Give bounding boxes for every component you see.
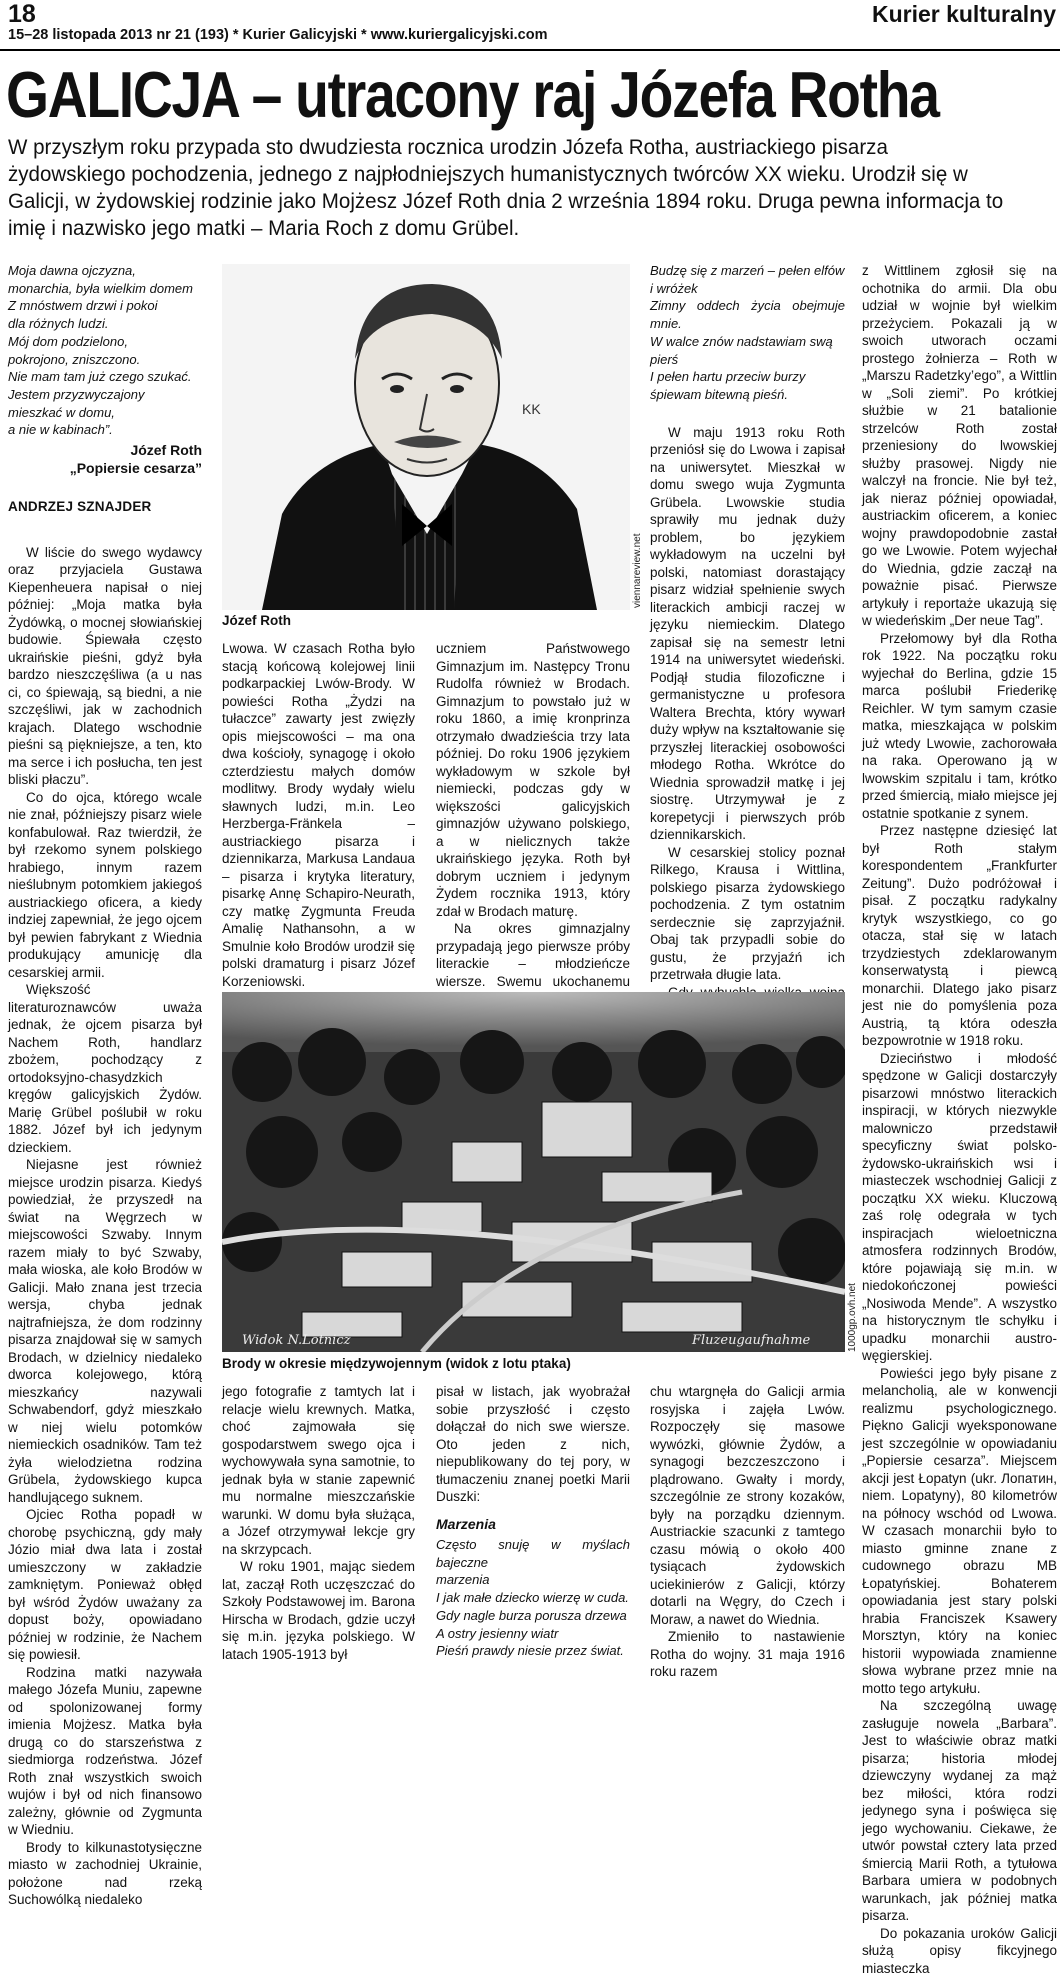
epigraph: Moja dawna ojczyzna, monarchia, była wielkim domem Z mnóstwem drzwi i pokoi dla różnych ludzi. Mój dom podzielono, pokrojono, zniszczono. Nie mam tam już czego szukać. Jestem przyzwyczajony mieszkać w domu, a nie w kabinach”. [8,262,202,439]
paragraph: Przez następne dziesięć lat był Roth stałym korespondentem „Frankfurter Zeitung”. Dużo podróżował i pisał. Z początku radykalny krytyk wszystkiego, co go otacza, stał się w latach trzydziestych zdeklarowanym konserwatystą i piewcą monarchii. Dlatego jako pisarz jest nie do pomyślenia poza Austrią, tą która odeszła bezpowrotnie w 1918 roku. [862,822,1057,1050]
bottom-column-2 [222,1383,415,1663]
aerial-handwriting-right: Fluzeugaufnahme [691,1333,811,1348]
paragraph: Ojciec Rotha popadł w chorobę psychiczną, gdy mały Józio miał dwa lata i został umieszczony w zakładzie zamkniętym. Ponieważ obłęd był wśród Żydów uważany za dopust boży, opowiadano później w rodzinie, że Nachem się powiesił. [8,1506,202,1664]
paragraph: z Wittlinem zgłosił się na ochotnika do armii. Dla obu udział w wojnie był wielkim przeżyciem. Pokazali ją w swoich utworach oczami prostego żołnierza – Roth w „Marszu Radetzky’ego”, a Wittlin w „Soli ziemi”. Po krótkiej służbie w 21 batalionie strzelców Roth został przeniesiony do lwowskiej służby prasowej. Nigdy nie walczył na froncie. Nie był też, jak nieraz później opowiadał, austriackim oficerem, a koniec wojny prawdopodobnie zastał go we Lwowie. Potem wyjechał do Wiednia, gdzie zaczął na poważnie pisać. Pierwsze artykuły i reportaże ukazują się w wiedeńskim „Der neue Tag”. [862,262,1057,630]
column-3 [436,640,630,1043]
bottom-column-3 [436,1383,630,1660]
portrait-credit: viennareview.net [632,534,643,609]
paragraph: W liście do swego wydawcy oraz przyjaciela Gustawa Kiepenheuera napisał o niej później: „Moja matka była Żydówką, o mocnej słowiańskiej budowie. Śpiewała często ukraińskie pieśni, gdyż była bardzo nieszczęśliwa (a u nas ci, co śpiewają, są biedni, a nie szczęśliwi, jak w zachodnich krajach. Dlatego wschodnie pieśni są piękniejsze, a ten, kto ma serce i ich posłucha, ten jest bliski płaczu”. [8,544,202,789]
paragraph: jego fotografie z tamtych lat i relacje wielu krewnych. Matka, choć zajmowała się gospodarstwem swego ojca i wychowywała syna samotnie, to jednak była w stanie zapewnić mu normalne mieszczańskie warunki. W domu była służąca, a Józef otrzymywał lekcje gry na skrzypcach. [222,1383,415,1558]
bottom-column-3-text: pisał w listach, jak wyobrażał sobie przyszłość i często dołączał do nich swe wiersze. Oto jeden z nich, niepublikowany do tej pory, w tłumaczeniu znanej poetki Marii Duszki: [436,1383,630,1506]
paragraph: Powieści jego były pisane z melancholią, ale w konwencji realizmu psychologicznego. Piękno Galicji wyeksponowane jest szczególnie w opowiadaniu „Popiersie cesarza”. Miejscem akcji jest Łopatyn (ukr. Лопатин, niem. Lopatyny), 80 kilometrów na północy wschód od Lwowa. W czasach monarchii było to miasto gminne znane z cudownego obrazu MB Łopatyńskiej. Bohaterem opowiadania jest stary polski hrabia Franciszek Ksawery Morsztyn, który na koniec historii wypowiada znamienne słowa wybrane przez mnie na motto tego artykułu. [862,1365,1057,1698]
paragraph: W roku 1901, mając siedem lat, zaczął Roth uczęszczać do Szkoły Podstawowej im. Barona Hirscha w Brodach, gdzie uczył się m.in. języka polskiego. W latach 1905-1913 był [222,1558,415,1663]
paragraph: Przełomowy był dla Rotha rok 1922. Na początku roku wyjechał do Berlina, gdzie 15 marca poślubił Friederikę Reichler. W tym samym czasie matka, mieszkająca w polskim już wtedy Lwowie, zachorowała na raka. Operowano ją w lwowskim szpitalu i tam, krótko przed śmiercią, miało miejsce jej ostatnie spotkanie z synem. [862,630,1057,823]
column-5 [862,262,1057,1977]
poem-marzenia: Często snuję w myślach bajeczne marzenia I jak małe dziecko wierzę w cuda. Gdy nagle burza porusza drzewa A ostry jesienny wiatr Pieśń prawdy niesie przez świat. [436,1536,630,1660]
article-lead: W przyszłym roku przypada sto dwudziesta rocznica urodzin Józefa Rotha, austriackiego pisarza żydowskiego pochodzenia, jednego z najpłodniejszych humanistycznych twórców XX wieku. Urodził się w Galicji, w żydowskiej rodzinie jako Mojżesz Józef Roth dnia 2 września 1894 roku. Druga pewna informacja to imię i nazwisko jego matki – Maria Roch z domu Grübel. [8,134,1006,242]
paragraph: chu wtargnęła do Galicji armia rosyjska i zajęła Lwów. Rozpoczęły się masowe wywózki, głównie Żydów, a synagogi bezczeszczono i plądrowano. Gwałty i mordy, szczególnie ze strony kozaków, były na porządku dziennym. Austriackie szacunki z tamtego czasu mówią o około 400 tysiącach żydowskich uciekinierów z Galicji, którzy dotarli na Węgry, do Czech i Moraw, a nawet do Wiednia. [650,1383,845,1628]
column-4-poem: Budzę się z marzeń – pełen elfów i wróżek Zimny oddech życia obejmuje mnie. W walce znów nadstawiam swą pierś I pełen hartu przeciw burzy śpiewam bitewną pieśń. [650,262,845,404]
aerial-credit: 1000gp.ovh.net [847,1283,858,1352]
paragraph: Co do ojca, którego wcale nie znał, późniejszy pisarz wiele konfabulował. Raz twierdził, że był rzekomo synem polskiego hrabiego, innym razem nieślubnym potomkiem jakiegoś austriackiego oficera, a kiedy indziej zapewniał, że jego ojcem był pewien fabrykant z Wiednia produkujący amunicję dla cesarskiej armii. [8,789,202,982]
column-1-body [8,544,202,1909]
paragraph: Brody to kilkunastotysięczne miasto w zachodniej Ukrainie, położone nad rzeką Suchowólką niedaleko [8,1839,202,1909]
epigraph-source: „Popiersie cesarza” [8,459,202,477]
paragraph: Dzieciństwo i młodość spędzone w Galicji dostarczyły pisarzowi mnóstwo literackich inspiracji, w których niezwykle malowniczo przedstawił specyficzny świat polsko-żydowsko-ukraińskich wsi i miasteczek wschodniej Galicji z początku XX wieku. Kluczową zaś rolę odegrała w tych inspiracjach wieloetniczna atmosfera rodzinnych Brodów, które pojawiają się m.in. w niedokończonej powieści „Nosiwoda Mende”. A wszystko na historycznym tle schyłku i upadku monarchii austro-węgierskiej. [862,1050,1057,1365]
svg-text:KK: KK [522,401,541,417]
paragraph: Większość literaturoznawców uważa jednak, że ojcem pisarza był Nachem Roth, handlarz zbożem, pochodzący z ortodoksyjno-chasydzkich kręgów galicyjskich Żydów. Marię Grübel poślubił w roku 1882. Józef był ich jedynym dzieckiem. [8,981,202,1156]
paragraph: Do pokazania uroków Galicji służą opisy fikcyjnego miasteczka [862,1925,1057,1977]
page-number: 18 [8,0,36,29]
aerial-handwriting-left: Widok N.Lotnicz [242,1333,351,1348]
dateline: 15–28 listopada 2013 nr 21 (193) * Kurier Galicyjski * www.kuriergalicyjski.com [8,27,547,43]
paragraph: Na okres gimnazjalny przypadają jego pierwsze próby literackie – młodzieńcze wiersze. Swemu ukochanemu [436,920,630,1043]
paragraph: Rodzina matki nazywała małego Józefa Muniu, zapewne od spolonizowanej formy imienia Mojżesz. Matka była drugą co do starszeństwa z siedmiorga rodzeństwa. Józef Roth znał wszystkich swoich wujów i był od nich finansowo zależny, głównie od Zygmunta w Wiedniu. [8,1664,202,1839]
portrait-caption: Józef Roth [222,613,291,628]
epigraph-author: Józef Roth [8,441,202,459]
paragraph: Lwowa. W czasach Rotha było stacją końcową kolejowej linii podkarpackiej Lwów-Brody. W powieści Rotha „Żydzi na tułaczce” zawarty jest zwięzły opis miejscowości – ma ona dwa kościoły, synagogę i około czterdziestu małych domów modlitwy. Brody wydały wielu sławnych ludzi, m.in. Leo Herzberga-Fränkela – austriackiego pisarza i dziennikarza, Markusa Landaua – pisarza i krytyka literatury, pisarkę Annę Schapiro-Neurath, czy matkę Zygmunta Freuda Amalię Nathansohn, a w Smulnie koło Brodów urodził się polski dramaturg i pisarz Józef Korzeniowski. [222,640,415,990]
paragraph: Na szczególną uwagę zasługuje nowela „Barbara”. Jest to właściwie obraz matki pisarza; historia młodej dziewczyny wydanej za mąż bez miłości, która rodzi jedynego syna i poświęca się jego wychowaniu. Ciekawe, że utwór powstał cztery lata przed śmiercią Marii Roth, a tytułowa Barbara umiera w podobnych warunkach, jak później matka pisarza. [862,1697,1057,1925]
aerial-photo-drawing [222,992,845,1352]
paragraph: Niejasne jest również miejsce urodzin pisarza. Kiedyś powiedział, że przyszedł na świat na Węgrzech w miejscowości Szwaby. Innym razem miały to być Szwaby, mała wioska, ale koło Brodów w Galicji. Mało znana jest trzecia wersja, chyba jednak najtrafniejsza, że dom rodzinny pisarza znajdował się w samych Brodach, w dzielnicy niedaleko dworca kolejowego, którą mieszkańcy nazywali Schwabendorf, gdyż mieszkało w niej wielu potomków niemieckich osadników. Tam też żyła wielodzietna rodzina Grübela, żydowskiego kupca handlującego suknem. [8,1156,202,1506]
section-title: Kurier kulturalny [872,1,1056,28]
column-1 [8,262,202,1909]
article-title: GALICJA – utracony raj Józefa Rotha [6,62,899,127]
paragraph: uczniem Państwowego Gimnazjum im. Następcy Tronu Rudolfa również w Brodach. Gimnazjum to powstało już w roku 1860, a imię kronprinza otrzymało dwadzieścia trzy lata później. Do roku 1906 językiem wykładowym w szkole był niemiecki, podczas gdy w większości galicyjskich gimnazjów używano polskiego, a w nielicznych także ukraińskiego języka. Roth był dobrym uczniem i jedynym Żydem rocznika 1913, który zdał w Brodach maturę. [436,640,630,920]
portrait-drawing [222,264,630,610]
header-rule [0,49,1060,51]
byline: ANDRZEJ SZNAJDER [8,498,202,516]
aerial-photo [222,992,845,1352]
paragraph: Zmieniło to nastawienie Rotha do wojny. 31 maja 1916 roku razem [650,1628,845,1681]
portrait-image [222,264,630,610]
paragraph: W cesarskiej stolicy poznał Rilkego, Krausa i Wittlina, polskiego pisarza żydowskiego pochodzenia. Z tym ostatnim serdecznie się zaprzyjaźnił. Obaj tak przypadli sobie do gustu, że przyjaźń ich przetrwała długie lata. [650,844,845,984]
poem-title: Marzenia [436,1516,630,1534]
paragraph: W maju 1913 roku Roth przeniósł się do Lwowa i zapisał na uniwersytet. Mieszkał w domu swego wuja Zygmunta Grübela. Lwowskie studia sprawiły mu jednak duży problem, bo językiem wykładowym na uczelni był polski, natomiast dorastający pisarz widział spełnienie swych literackich ambicji raczej w języku niemieckim. Dlatego zapisał się na semestr letni 1914 na uniwersytet wiedeński. Podjął studia filozoficzne i germanistyczne u profesora Waltera Brechta, który wywarł duży wpływ na kształtowanie się przyszłej literackiej osobowości młodego Rotha. Wkrótce do Wiednia sprowadził matkę i jej siostrę. Utrzymywał je z korepetycji i pierwszych prób dziennikarskich. [650,424,845,844]
aerial-caption: Brody w okresie międzywojennym (widok z lotu ptaka) [222,1356,571,1371]
bottom-column-4 [650,1383,845,1681]
